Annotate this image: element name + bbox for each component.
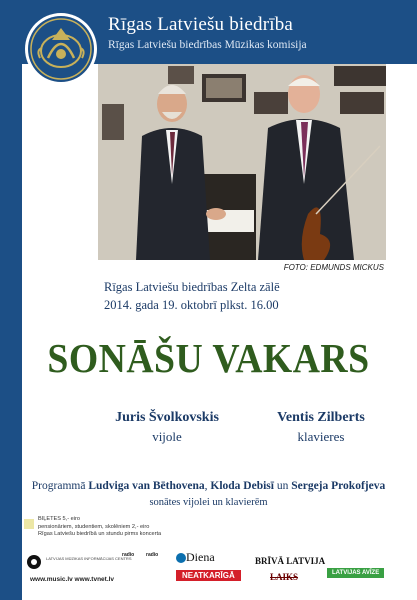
event-date: 2014. gada 19. oktobrī plkst. 16.00 xyxy=(104,298,279,312)
performer-name: Juris Švolkovskis xyxy=(115,410,219,425)
organization-subtitle: Rīgas Latviešu biedrības Mūzikas komisija xyxy=(108,39,307,51)
lmic-logo-text: LATVIJAS MŪZIKAS INFORMĀCIJAS CENTRS xyxy=(46,556,132,561)
ticket-discount: pensionāriem, studentiem, skolēniem 2,- eiro xyxy=(38,523,150,530)
latvijas-avize-logo: LATVIJAS AVĪZE xyxy=(327,568,384,578)
program-prefix: Programmā xyxy=(31,480,89,492)
laiks-logo: LAIKS xyxy=(270,572,299,582)
lmic-logo-icon xyxy=(26,554,42,570)
left-frame-bar xyxy=(0,0,22,600)
program-separator: , xyxy=(204,480,211,492)
society-emblem-icon xyxy=(22,10,100,88)
ticket-location: Rīgas Latviešu biedrībā un stundu pirms koncerta xyxy=(38,531,162,537)
diena-logo-icon xyxy=(176,553,186,563)
neatkariga-logo: NEATKARĪGĀ xyxy=(176,570,241,581)
photo-credit: FOTO: EDMUNDS MICKUS xyxy=(283,263,384,272)
sponsor-websites: www.music.lv www.tvnet.lv xyxy=(30,576,115,583)
performer-instrument: klavieres xyxy=(297,429,345,444)
briva-latvija-logo: BRĪVĀ LATVIJA xyxy=(255,556,326,566)
composer-debussy: Kloda Debisī xyxy=(210,480,274,492)
musicians-photo xyxy=(98,64,386,260)
composer-prokofiev: Sergeja Prokofjeva xyxy=(291,480,386,492)
organization-title: Rīgas Latviešu biedrība xyxy=(108,14,294,35)
diena-logo: Diena xyxy=(186,550,215,564)
composer-beethoven: Ludviga van Bēthovena xyxy=(88,480,205,492)
program-separator: un xyxy=(273,480,292,492)
event-title: SONĀŠU VAKARS xyxy=(47,335,370,381)
radio-logo: radio xyxy=(122,552,135,558)
ticket-marker xyxy=(24,519,34,529)
event-venue: Rīgas Latviešu biedrības Zelta zālē xyxy=(104,280,280,294)
program-line xyxy=(0,480,417,492)
performer-instrument: vijole xyxy=(152,429,182,444)
ticket-price: BIĻETES 5,- eiro xyxy=(38,516,80,522)
ticket-info xyxy=(38,516,161,539)
performer-violin xyxy=(92,410,242,445)
performer-piano xyxy=(246,410,396,445)
sponsor-logos xyxy=(0,550,417,600)
performer-name: Ventis Zilberts xyxy=(277,410,365,425)
radio-logo-secondary: radio xyxy=(146,552,159,558)
program-subtitle: sonātes vijolei un klavierēm xyxy=(149,497,268,508)
